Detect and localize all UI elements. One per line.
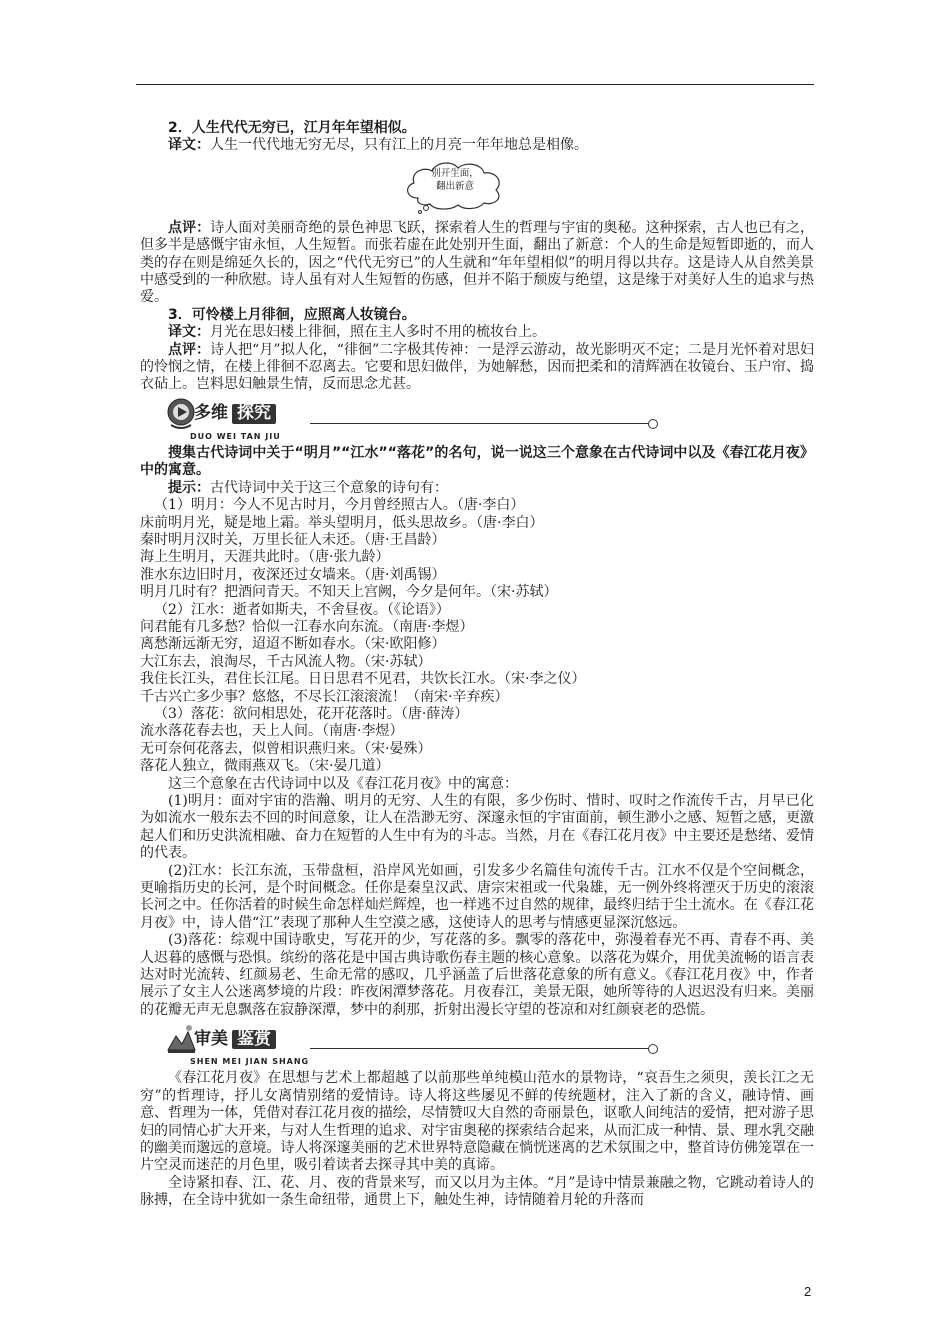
item2-comment — [140, 220, 814, 307]
page-number: 2 — [804, 1284, 812, 1299]
poem-line: 落花人独立，微雨燕双飞。（宋·晏几道） — [140, 758, 390, 775]
bubble-line-1: 别开生面， — [431, 167, 479, 179]
translation-text: 人生一代代地无穷无尽，只有江上的月亮一年年地总是相像。 — [210, 137, 588, 154]
hint-label: 提示： — [168, 479, 210, 496]
meaning-river: (2)江水：长江东流，玉带盘桓，沿岸风光如画，引发多少名篇佳句流传千古。江水不仅是个空间概念，更喻指历史的长河，是个时间概念。任你是秦皇汉武、唐宗宋祖或一代枭雄，无一例外终将湮灭于历史的滚滚长河之中。任你活着的时候生命怎样灿烂辉煌，也一样逃不过自然的规律，最终归结于尘土流水。在《春江花月夜》中，诗人借“江”表现了那种人生空漠之感，这使诗人的思考与情感更显深沉悠远。 — [140, 862, 814, 931]
item3-comment — [140, 342, 814, 394]
poem-line: （1）明月：今人不见古时月，今月曾经照古人。（唐·李白） — [154, 497, 525, 514]
poem-line: 我住长江头，君住长江尾。日日思君不见君，共饮长江水。（宋·李之仪） — [140, 671, 586, 688]
item3-translation — [140, 324, 814, 341]
banner-line — [310, 1048, 650, 1049]
page-content — [140, 120, 814, 1210]
item2-translation — [140, 137, 814, 154]
poem-line: 海上生明月，天涯共此时。（唐·张九龄） — [140, 549, 390, 566]
meaning-moon: (1)明月：面对宇宙的浩瀚、明月的无穷、人生的有限，多少伤时、惜时、叹时之作流传千古，月早已化为如流水一般东去不回的时间意象，让人在浩渺无穷、深邃永恒的宇宙面前，顿生渺小之感、短暂之感，更激起人们和历史洪流相融、奋力在短暂的人生中有为的斗志。当然，月在《春江花月夜》中主要还是愁绪、爱情的代表。 — [140, 793, 814, 862]
comment-text: 诗人把“月”拟人化，“徘徊”二字极其传神：一是浮云游动，故光影明灭不定；二是月光怀着对思妇的怜悯之情，在楼上徘徊不忍离去。它要和思妇做伴，为她解愁，因而把柔和的清辉洒在妆镜台、玉户帘、捣衣砧上。岂料思妇触景生情，反而思念尤甚。 — [140, 341, 814, 393]
poem-line: 流水落花春去也，天上人间。（南唐·李煜） — [140, 723, 404, 740]
bubble-text — [400, 167, 510, 193]
hint-intro: 古代诗词中关于这三个意象的诗句有： — [210, 479, 448, 496]
item3-heading: 3．可怜楼上月徘徊，应照离人妆镜台。 — [168, 306, 416, 323]
banner-appreciate — [140, 1022, 814, 1068]
poem-line: 大江东去，浪淘尽，千古风流人物。（宋·苏轼） — [140, 653, 432, 670]
explore-question: 搜集古代诗词中关于“明月”“江水”“落花”的名句，说一说这三个意象在古代诗词中以及《春江花月夜》中的寓意。 — [140, 444, 814, 479]
thought-bubble — [140, 156, 814, 218]
banner-line — [310, 423, 650, 424]
banner-explore — [140, 397, 814, 443]
banner-dot-icon — [648, 1044, 658, 1054]
poem-line: 无可奈何花落去，似曾相识燕归来。（宋·晏殊） — [140, 740, 432, 757]
banner-dot-icon — [648, 419, 658, 429]
item2-heading: 2．人生代代无穷已，江月年年望相似。 — [168, 120, 416, 136]
poem-line: 床前明月光，疑是地上霜。举头望明月，低头思故乡。（唐·李白） — [140, 514, 544, 531]
poem-line: 淮水东边旧时月，夜深还过女墙来。（唐·刘禹锡） — [140, 566, 446, 583]
poem-line: 明月几时有？把酒问青天。不知天上宫阙，今夕是何年。（宋·苏轼） — [140, 584, 558, 601]
meaning-intro: 这三个意象在古代诗词中以及《春江花月夜》中的寓意： — [168, 775, 518, 792]
poem-line: 问君能有几多愁？恰似一江春水向东流。（南唐·李煜） — [140, 618, 474, 635]
meaning-flower: (3)落花：综观中国诗歌史，写花开的少，写花落的多。飘零的落花中，弥漫着春光不再、青春不再、美人迟暮的感慨与恐惧。缤纷的落花是中国古典诗歌伤春主题的核心意象。以落花为媒介，用优美流畅的语言表达对时光流转、红颜易老、生命无常的感叹，几乎涵盖了后世落花意象的所有意义。《春江花月夜》中，作者展示了女主人公迷离梦境的片段：昨夜闲潭梦落花。月夜春江，美景无限，她所等待的人迟迟没有归来。美丽的花瓣无声无息飘落在寂静深潭，梦中的刹那，折射出漫长守望的苍凉和对红颜衰老的恐慌。 — [140, 932, 814, 1018]
appreciate-para-1: 《春江花月夜》在思想与艺术上都超越了以前那些单纯模山范水的景物诗，“哀吾生之须臾，羡长江之无穷”的哲理诗，抒儿女离情别绪的爱情诗。诗人将这些屡见不鲜的传统题材，注入了新的含义，融诗情、画意、哲理为一体，凭借对春江花月夜的描绘，尽情赞叹大自然的奇丽景色，讴歌人间纯洁的爱情，把对游子思妇的同情心扩大开来，与对人生哲理的追求、对宇宙奥秘的探索结合起来，从而汇成一种情、景、理水乳交融的幽美而邈远的意境。诗人将深邃美丽的艺术世界特意隐藏在惝恍迷离的艺术氛围之中，整首诗仿佛笼罩在一片空灵而迷茫的月色里，吸引着读者去探寻其中美的真谛。 — [140, 1070, 814, 1174]
banner-title-plain: 审美 — [194, 1028, 228, 1049]
poem-line: （3）落花：欲问相思处，花开花落时。（唐·薛涛） — [154, 705, 469, 722]
banner-appreciate-title — [190, 1027, 276, 1051]
translation-text: 月光在思妇楼上徘徊，照在主人多时不用的梳妆台上。 — [210, 324, 546, 341]
banner-title-plain: 多维 — [194, 403, 228, 424]
poem-line: 秦时明月汉时关，万里长征人未还。（唐·王昌龄） — [140, 531, 446, 548]
translation-label: 译文： — [168, 324, 210, 341]
appreciate-para-2: 全诗紧扣春、江、花、月、夜的背景来写，而又以月为主体。“月”是诗中情景兼融之物，它跳动着诗人的脉搏，在全诗中犹如一条生命纽带，通贯上下，触处生神，诗情随着月轮的升落而 — [140, 1174, 814, 1209]
poem-line: （2）江水：逝者如斯夫，不舍昼夜。（《论语》） — [154, 601, 450, 618]
banner-title-boxed: 鉴赏 — [232, 1030, 276, 1049]
banner-pinyin: DUO WEI TAN JIU — [190, 431, 281, 441]
bubble-line-2: 翻出新意 — [435, 180, 474, 192]
banner-explore-title — [190, 402, 276, 426]
translation-label: 译文： — [168, 137, 210, 154]
banner-pinyin: SHEN MEI JIAN SHANG — [190, 1057, 310, 1067]
comment-label: 点评： — [168, 341, 211, 358]
header-rule — [136, 84, 814, 85]
comment-text: 诗人面对美丽奇绝的景色神思飞跃，探索着人生的哲理与宇宙的奥秘。这种探索，古人也已有之，但多半是感慨宇宙永恒，人生短暂。而张若虚在此处别开生面，翻出了新意：个人的生命是短暂即逝的，而人类的存在则是绵延久长的，因之“代代无穷已”的人生就和“年年望相似”的明月得以共存。这是诗人从自然美景中感受到的一种欣慰。诗人虽有对人生短暂的伤感，但并不陷于颓废与绝望，这是缘于对美好人生的追求与热爱。 — [140, 219, 815, 306]
banner-title-boxed: 探究 — [232, 404, 276, 423]
comment-label: 点评： — [168, 219, 211, 236]
poem-line: 离愁渐远渐无穷，迢迢不断如春水。（宋·欧阳修） — [140, 636, 446, 653]
poem-line: 千古兴亡多少事？悠悠，不尽长江滚滚流！（南宋·辛弃疾） — [140, 688, 509, 705]
explore-hint — [140, 480, 814, 497]
